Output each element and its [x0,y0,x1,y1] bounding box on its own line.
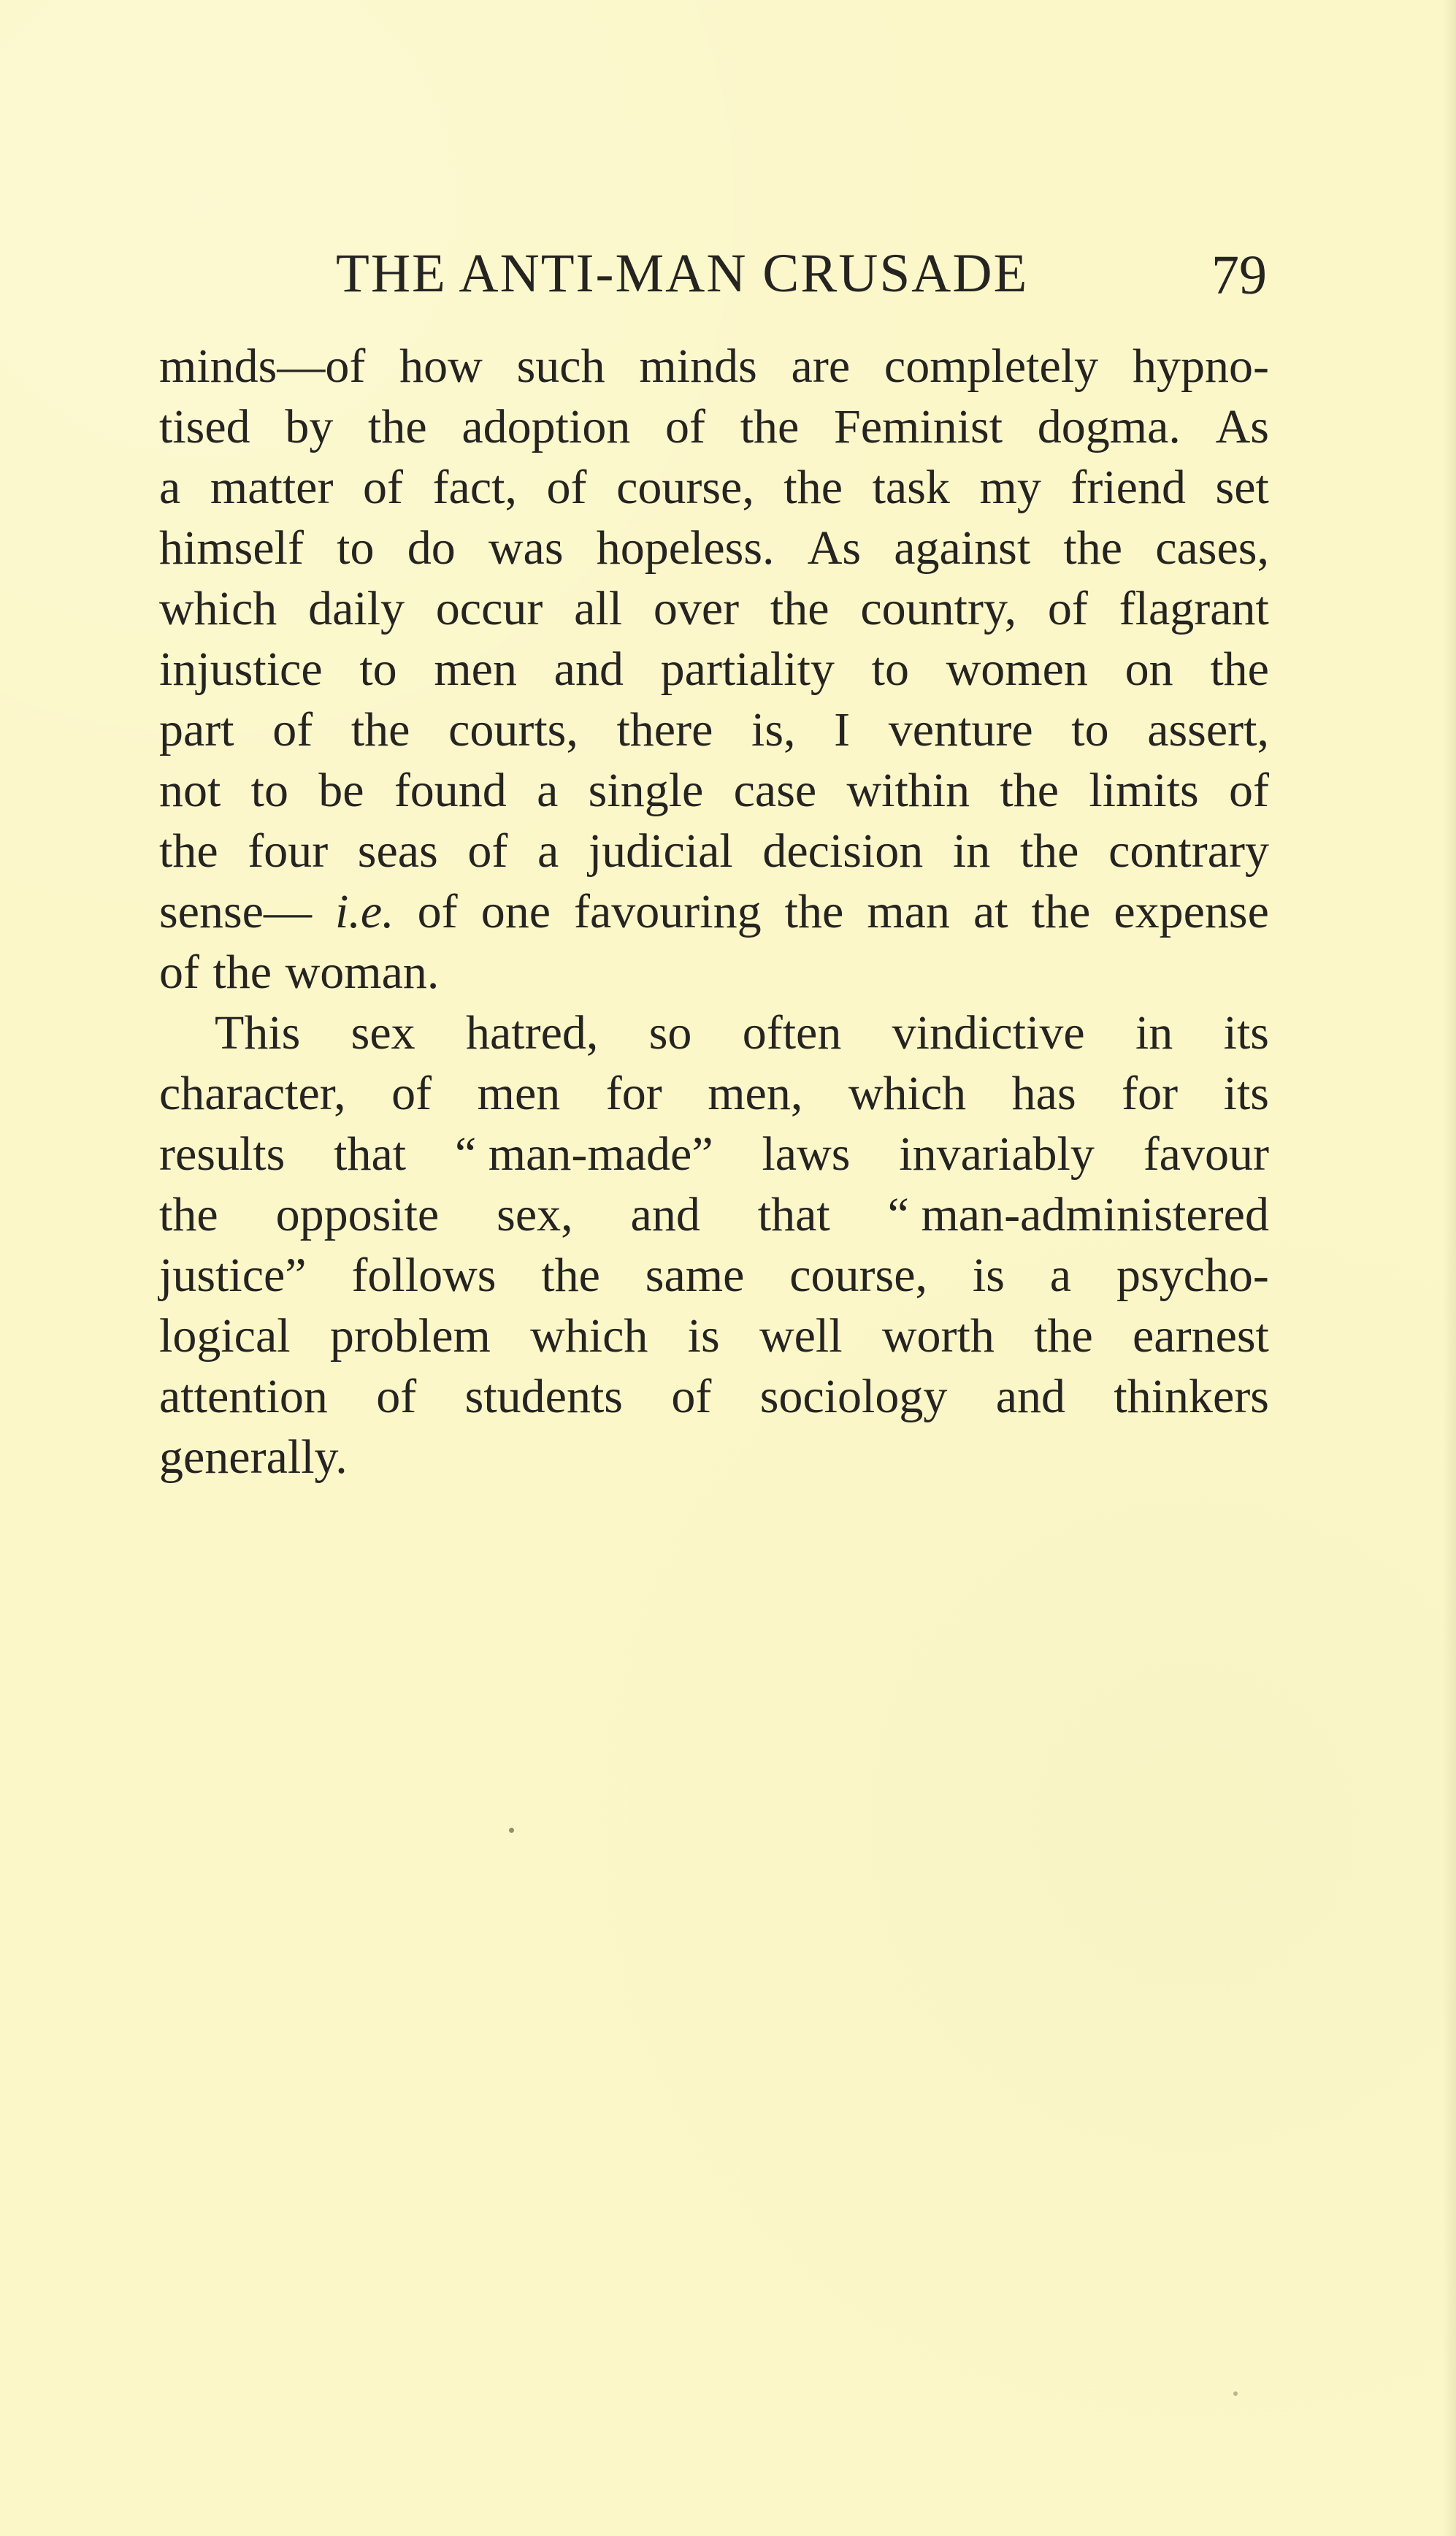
word: limits [1089,764,1199,817]
text-line [159,457,1269,518]
word: in [952,824,991,878]
word: set [1215,461,1269,514]
word: the [783,461,843,514]
word: dogma. [1037,400,1181,453]
word: As [807,521,862,575]
page-body-text [159,336,1269,1487]
word: not [159,764,221,817]
word: women [946,643,1088,696]
word: completely [884,340,1099,393]
word: cases, [1155,521,1269,575]
word: course, [789,1249,928,1302]
word: is [687,1309,720,1363]
word: Feminist [834,400,1003,453]
word: are [791,340,851,393]
word: minds [639,340,757,393]
text-line [159,942,1269,1003]
word: of [467,824,508,878]
word: This [215,1006,301,1060]
text-line [159,700,1269,760]
word: all [574,582,623,635]
word: As [1215,400,1269,453]
word: of [671,1370,712,1423]
word: earnest [1133,1309,1269,1363]
word: to [337,521,375,575]
running-head [161,241,1267,307]
word: there [616,703,713,756]
word: the [1031,885,1091,938]
word: justice” [159,1249,307,1302]
word: of [1229,764,1269,817]
word: of [363,461,403,514]
word: character, [159,1067,346,1120]
word: friend [1070,461,1186,514]
word: such [516,340,605,393]
word: judicial [588,824,733,878]
word: of [417,885,458,938]
word: and [630,1188,700,1241]
word: tised [159,400,250,453]
word: one [480,885,551,938]
word: how [399,340,483,393]
word: assert, [1147,703,1269,756]
text-line [159,821,1269,881]
word: a [1049,1249,1072,1302]
word: over [653,582,740,635]
word: minds—of [159,340,366,393]
word: to [871,643,909,696]
text-line [159,760,1269,821]
word: sociology [759,1370,948,1423]
word: is [972,1249,1005,1302]
word: the [159,824,218,878]
page-edge-shadow [1443,0,1456,2536]
word: the [159,1188,218,1241]
word: to [359,643,397,696]
word: worth [881,1309,995,1363]
word: in [1135,1006,1173,1060]
paper-speck [1233,2391,1238,2396]
word: the [1000,764,1060,817]
word: opposite [275,1188,440,1241]
word: case [733,764,817,817]
text-line [159,518,1269,578]
word: that [757,1188,830,1241]
text-line [159,397,1269,457]
word: so [648,1006,692,1060]
word: “ man-administered [887,1188,1269,1241]
word: the [350,703,410,756]
word: favour [1143,1127,1269,1181]
text-line [159,1063,1269,1124]
word: thinkers [1114,1370,1269,1423]
text-line [159,578,1269,639]
word: students [464,1370,623,1423]
word: hopeless. [596,521,775,575]
word: the [1019,824,1079,878]
word: often [742,1006,842,1060]
word: against [894,521,1031,575]
word: has [1011,1067,1076,1120]
word: well [759,1309,843,1363]
text-line [159,1124,1269,1184]
text-line [159,1245,1269,1306]
word: I [834,703,851,756]
word: four [248,824,329,878]
word: daily [308,582,405,635]
word: by [285,400,334,453]
word: is, [751,703,796,756]
word: course, [616,461,754,514]
word: the [1063,521,1123,575]
word: problem [329,1309,491,1363]
word: to [250,764,288,817]
word: psycho- [1116,1249,1269,1302]
word: decision [762,824,924,878]
word: the [368,400,427,453]
word: of [159,946,199,999]
text-line [159,881,1269,942]
word: for [1122,1067,1179,1120]
word: of [1047,582,1088,635]
word: the [212,946,272,999]
word: that [334,1127,407,1181]
page-number: 79 [1211,245,1267,306]
word: the [1210,643,1269,696]
word: which [530,1309,648,1363]
word: seas [357,824,438,878]
word: hatred, [465,1006,599,1060]
word: single [588,764,704,817]
text-line [159,336,1269,397]
word: follows [351,1249,497,1302]
word: results [159,1127,286,1181]
word: a [537,764,559,817]
word: “ man-made” [454,1127,713,1181]
word: logical [159,1309,291,1363]
word: same [645,1249,745,1302]
word: the [740,400,800,453]
word: its [1223,1006,1269,1060]
word: sense— [159,885,312,938]
word: and [995,1370,1065,1423]
word: vindictive [892,1006,1085,1060]
word: be [318,764,364,817]
word: fact, [432,461,517,514]
word: which [848,1067,967,1120]
word: within [846,764,970,817]
word: the [784,885,844,938]
word: task [872,461,950,514]
word: men, [708,1067,803,1120]
word: invariably [899,1127,1095,1181]
word: to [1071,703,1109,756]
text-line [159,1184,1269,1245]
word: do [407,521,456,575]
word: of [272,703,313,756]
word: the [541,1249,600,1302]
word: was [488,521,564,575]
word: expense [1114,885,1269,938]
word: the [770,582,829,635]
word: which [159,582,277,635]
word: occur [435,582,543,635]
word: of [376,1370,417,1423]
word: a [537,824,559,878]
word: country, [860,582,1017,635]
text-line [159,1366,1269,1427]
word: matter [210,461,334,514]
paper-speck [509,1828,514,1833]
word: sex, [497,1188,573,1241]
word: at [973,885,1008,938]
word: woman. [285,946,440,999]
word: a [159,461,181,514]
word: himself [159,521,304,575]
word: its [1223,1067,1269,1120]
word: men [434,643,517,696]
text-line [159,1306,1269,1366]
word: flagrant [1119,582,1269,635]
word: of [546,461,587,514]
word: adoption [461,400,631,453]
word: the [1034,1309,1093,1363]
word: of [391,1067,432,1120]
word: partiality [660,643,835,696]
word: attention [159,1370,328,1423]
word: for [605,1067,662,1120]
word: sex [350,1006,415,1060]
word: contrary [1108,824,1269,878]
word: man [867,885,950,938]
word: injustice [159,643,323,696]
word: men [477,1067,561,1120]
word: laws [762,1127,851,1181]
word: my [979,461,1041,514]
word: and [553,643,624,696]
word: on [1124,643,1173,696]
italic-abbreviation: i.e. [335,885,394,938]
word: found [394,764,507,817]
running-title: THE ANTI-MAN CRUSADE [336,243,1029,304]
word: generally. [159,1430,348,1484]
word: venture [888,703,1033,756]
word: hypno- [1132,340,1269,393]
word: part [159,703,234,756]
word: of [665,400,705,453]
word: favouring [574,885,762,938]
text-line [159,1003,1269,1063]
text-line [159,639,1269,700]
word: courts, [448,703,578,756]
text-line [159,1427,1269,1487]
